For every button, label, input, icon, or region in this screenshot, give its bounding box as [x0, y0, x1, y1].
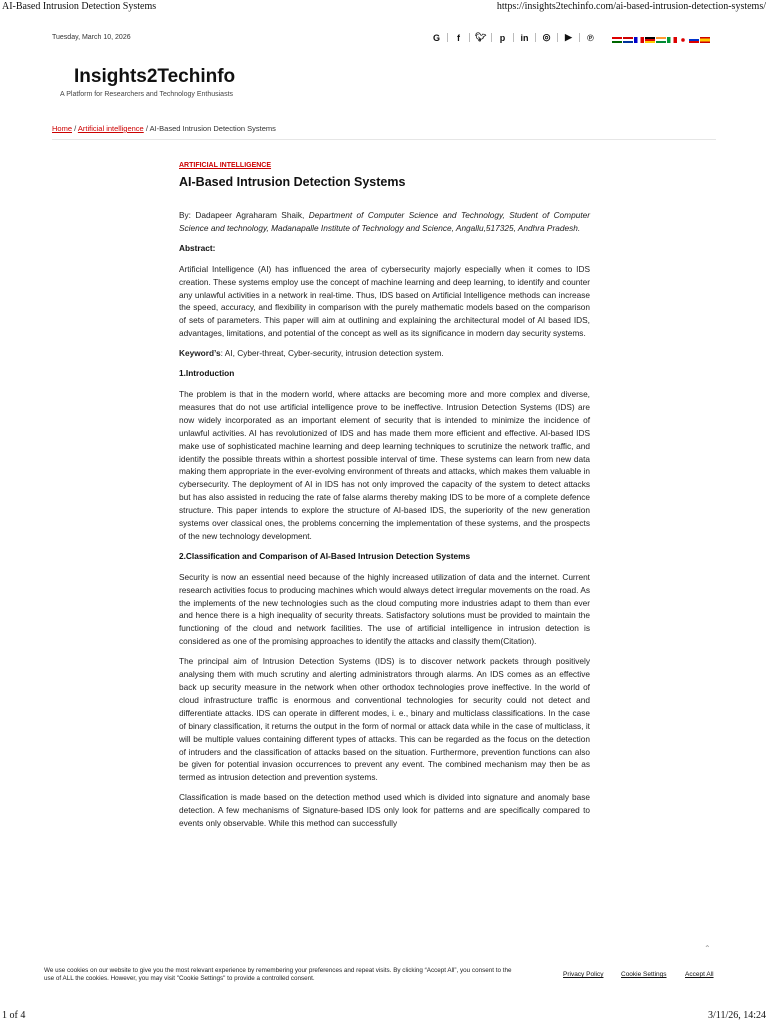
abstract-heading: Abstract:	[179, 242, 216, 253]
linkedin-icon[interactable]: in	[520, 32, 529, 43]
intro-text: The problem is that in the modern world, where attacks are becoming more and more complex and diverse, measures that do not use artificial intelligence prove to be ineffective. Intrusion Detection Systems (IDS) are now widely incorporated as an important element of security that is intended to minimize the incidence of unlawful activities. AI has revolutionized of IDS and has made them more efficient and effective. AI-based IDS make use of sophisticated machine learning and deep learning techniques to scrutinize the network traffic, and identify the possible threats within a shortest possible interval of time. These systems can learn from new data making them appropriate in the ever-evolving environment of threats and attacks, which makes them valuable in cybersecurity. The deployment of AI in IDS has not only improved the capacity of the system to detect attacks but has also assisted in reducing the rate of false alarms thereby making IDS to be more of a complete defence structure. This paper intends to explore the structure of AI-based IDS, the superiority of the new generation systems over classical ones, the problems concerning the implementation of these systems, and the prospects of the new technology development.	[179, 388, 590, 541]
scroll-top-icon[interactable]: ⌃	[704, 944, 711, 953]
pinterest-icon[interactable]: p	[499, 32, 506, 43]
classification-heading: 2.Classification and Comparison of AI-Based Intrusion Detection Systems	[179, 550, 471, 561]
google-icon[interactable]: G	[432, 32, 440, 43]
cookie-settings-button[interactable]: Cookie Settings	[621, 971, 667, 978]
flag-icon[interactable]	[634, 37, 644, 43]
flag-icon[interactable]	[667, 37, 677, 43]
print-header	[0, 0, 768, 14]
article	[179, 162, 590, 837]
site-brand[interactable]: Insights2Techinfo	[74, 66, 236, 87]
flag-icon[interactable]	[700, 37, 710, 43]
accept-all-button[interactable]: Accept All	[685, 971, 714, 978]
print-title: AI-Based Intrusion Detection Systems	[2, 1, 157, 12]
flag-icon[interactable]	[656, 37, 666, 43]
flag-icon[interactable]	[689, 37, 699, 43]
breadcrumb: Home / Artificial intelligence / AI-Based Intrusion Detection Systems	[52, 124, 276, 133]
facebook-icon[interactable]: f	[457, 32, 460, 43]
instagram-icon[interactable]: ◎	[542, 32, 551, 42]
cookie-banner	[0, 962, 768, 988]
article-byline: By: Dadapeer Agraharam Shaik, Department of Computer Science and Technology, Student of Computer Science and technology, Madanapalle Institute of Technology and Science, Angallu,517325, Andhra Pradesh.	[179, 210, 590, 233]
language-flags	[612, 37, 710, 43]
site-tagline: A Platform for Researchers and Technology Enthusiasts	[60, 91, 234, 98]
classification-para-2: The principal aim of Intrusion Detection Systems (IDS) is to discover network packets through positively analysing them with much scrutiny and alerting administrators through alarms. An IDS comes as an effective back up security measure in the network when other orthodox technologies prove ineffective. In the world of cloud infrastructure traffic is enormous and conventional technologies for security could not detect and differentiate attacks. IDS can operate in different modes, i. e., binary and multiclass classifications. In the case of binary classification, it returns the output in the form of normal or attack data while in the case of multiclass, it will be multiple values containing different types of attacks. This can be regarded as the focus on the detection of intruders and the classification of attacks based on the situation. Furthermore, prevention functions can also be given for potential invasion occurrences to prevent any event. The combined mechanism may then be as termed as intrusion detection and prevention systems.	[179, 656, 590, 783]
flag-icon[interactable]	[623, 37, 633, 43]
article-category[interactable]: ARTIFICIAL INTELLIGENCE	[179, 162, 272, 169]
print-url: https://insights2techinfo.com/ai-based-intrusion-detection-systems/	[496, 1, 766, 12]
social-links	[428, 32, 599, 43]
pinterest-p-icon[interactable]: ℗	[587, 32, 594, 43]
flag-icon[interactable]	[645, 37, 655, 43]
print-footer	[0, 1010, 768, 1024]
flag-icon[interactable]	[678, 37, 688, 43]
breadcrumb-home[interactable]: Home	[52, 124, 73, 133]
classification-para-3: Classification is made based on the detection method used which is divided into signature and anomaly base detection. A few mechanisms of Signature-based IDS only look for patterns and are specifically compared to events only observable. While this method can successfully	[179, 792, 590, 829]
divider	[52, 139, 716, 140]
classification-para-1: Security is now an essential need because of the highly increased utilization of data and the internet. Current research activities focus to producing machines which would always detect irregular movements on the road. As the implements of the new technologies such as the cloud computing more industries adapt to them than ever and hence there is a high inequality of security threats. Satisfactory solutions must be provided to maintain the functioning of the cloud and network facilities. The use of artificial intelligence in intrusion detection is considered as one of the promising approaches to identify the attacks and classify them(Citation).	[179, 571, 590, 647]
privacy-policy-link[interactable]: Privacy Policy	[563, 971, 604, 978]
intro-heading: 1.Introduction	[179, 368, 235, 379]
print-timestamp: 3/11/26, 14:24	[708, 1010, 766, 1021]
youtube-icon[interactable]: ▶	[565, 32, 572, 42]
breadcrumb-category[interactable]: Artificial intelligence	[77, 124, 144, 133]
breadcrumb-current: AI-Based Intrusion Detection Systems	[149, 124, 276, 133]
twitter-icon[interactable]: 🐦︎	[474, 32, 487, 42]
print-page-number: 1 of 4	[2, 1010, 26, 1021]
abstract-text: Artificial Intelligence (AI) has influenced the area of cybersecurity majorly especially when it comes to IDS creation. These systems employ use the concept of machine learning and deep learning, to identify and counter any unlawful activities in a network in real-time. Thus, IDS based on Artificial Intelligence methods can increase the speed, accuracy, and flexibility in comparison with the purely mathematic models based on the comparison of sets of parameters. This paper will aim at outlining and explaining the architectural model of AI based IDS, advantages, limitations, and potential of the concept as well as its significance in modern day security systems.	[179, 263, 590, 339]
keywords: Keyword’s: AI, Cyber-threat, Cyber-security, intrusion detection system.	[179, 348, 444, 359]
flag-icon[interactable]	[612, 37, 622, 43]
cookie-text: We use cookies on our website to give you the most relevant experience by remembering your preferences and repeat visits. By clicking “Accept All”, you consent to the use of ALL the cookies. However, you may visit "Cookie Settings" to provide a controlled consent.	[44, 967, 512, 982]
header-date: Tuesday, March 10, 2026	[52, 34, 131, 41]
article-title: AI-Based Intrusion Detection Systems	[179, 175, 406, 189]
